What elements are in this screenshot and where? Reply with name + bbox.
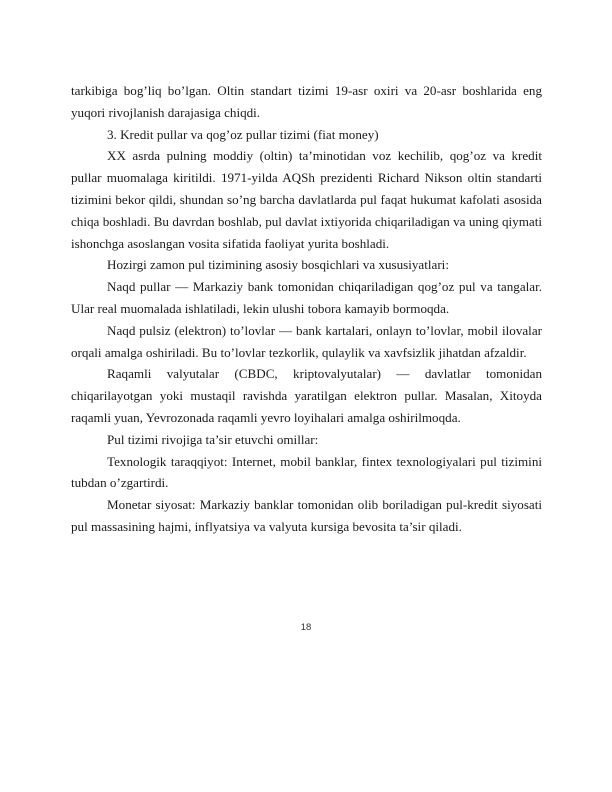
paragraph-digital-currencies: Raqamli valyutalar (CBDC, kriptovalyutalar) — davlatlar tomonidan chiqarilayotgan yoki mustaqil ravishda yaratilgan elektron pullar. Masalan, Xitoyda raqamli yuan, Yevrozonada raqamli yevro loyihalari amalga oshirilmoqda. (71, 366, 542, 425)
paragraph-fiat-history: XX asrda pulning moddiy (oltin) ta’minotidan voz kechilib, qog’oz va kredit pullar muomalaga kiritildi. 1971-yilda AQSh prezidenti Richard Nikson oltin standarti tizimini bekor qildi, shundan so’ng barcha davlatlarda pul faqat hukumat kafolati asosida chiqa boshladi. Bu davrdan boshlab, pul davlat ixtiyorida chiqariladigan va uning qiymati ishonchga asoslangan vosita sifatida faoliyat yurita boshladi. (71, 148, 542, 251)
paragraph-monetary-policy: Monetar siyosat: Markaziy banklar tomonidan olib boriladigan pul-kredit siyosati pul massasining hajmi, inflyatsiya va valyuta kursiga bevosita ta’sir qiladi. (71, 497, 542, 534)
document-body (71, 80, 542, 538)
paragraph-factors-intro: Pul tizimi rivojiga ta’sir etuvchi omillar: (107, 431, 319, 447)
paragraph-modern-stages-intro: Hozirgi zamon pul tizimining asosiy bosqichlari va xususiyatlari: (107, 257, 449, 273)
section-heading-credit-fiat-money: 3. Kredit pullar va qog’oz pullar tizimi (fiat money) (107, 126, 379, 142)
page-number: 18 (300, 622, 312, 633)
paragraph-cash: Naqd pullar — Markaziy bank tomonidan chiqariladigan qog’oz pul va tangalar. Ular real muomalada ishlatiladi, lekin ulushi tobora kamayib bormoqda. (71, 279, 542, 316)
paragraph-cashless-payments: Naqd pulsiz (elektron) to’lovlar — bank kartalari, onlayn to’lovlar, mobil ilovalar orqali amalga oshiriladi. Bu to’lovlar tezkorlik, qulaylik va xavfsizlik jihatdan afzaldir. (71, 322, 542, 360)
paragraph-technological-progress: Texnologik taraqqiyot: Internet, mobil banklar, fintex texnologiyalari pul tizimini tubdan o’zgartirdi. (71, 453, 542, 491)
paragraph-continuation: tarkibiga bog’liq bo’lgan. Oltin standart tizimi 19-asr oxiri va 20-asr boshlarida eng yuqori rivojlanish darajasiga chiqdi. (71, 83, 542, 120)
